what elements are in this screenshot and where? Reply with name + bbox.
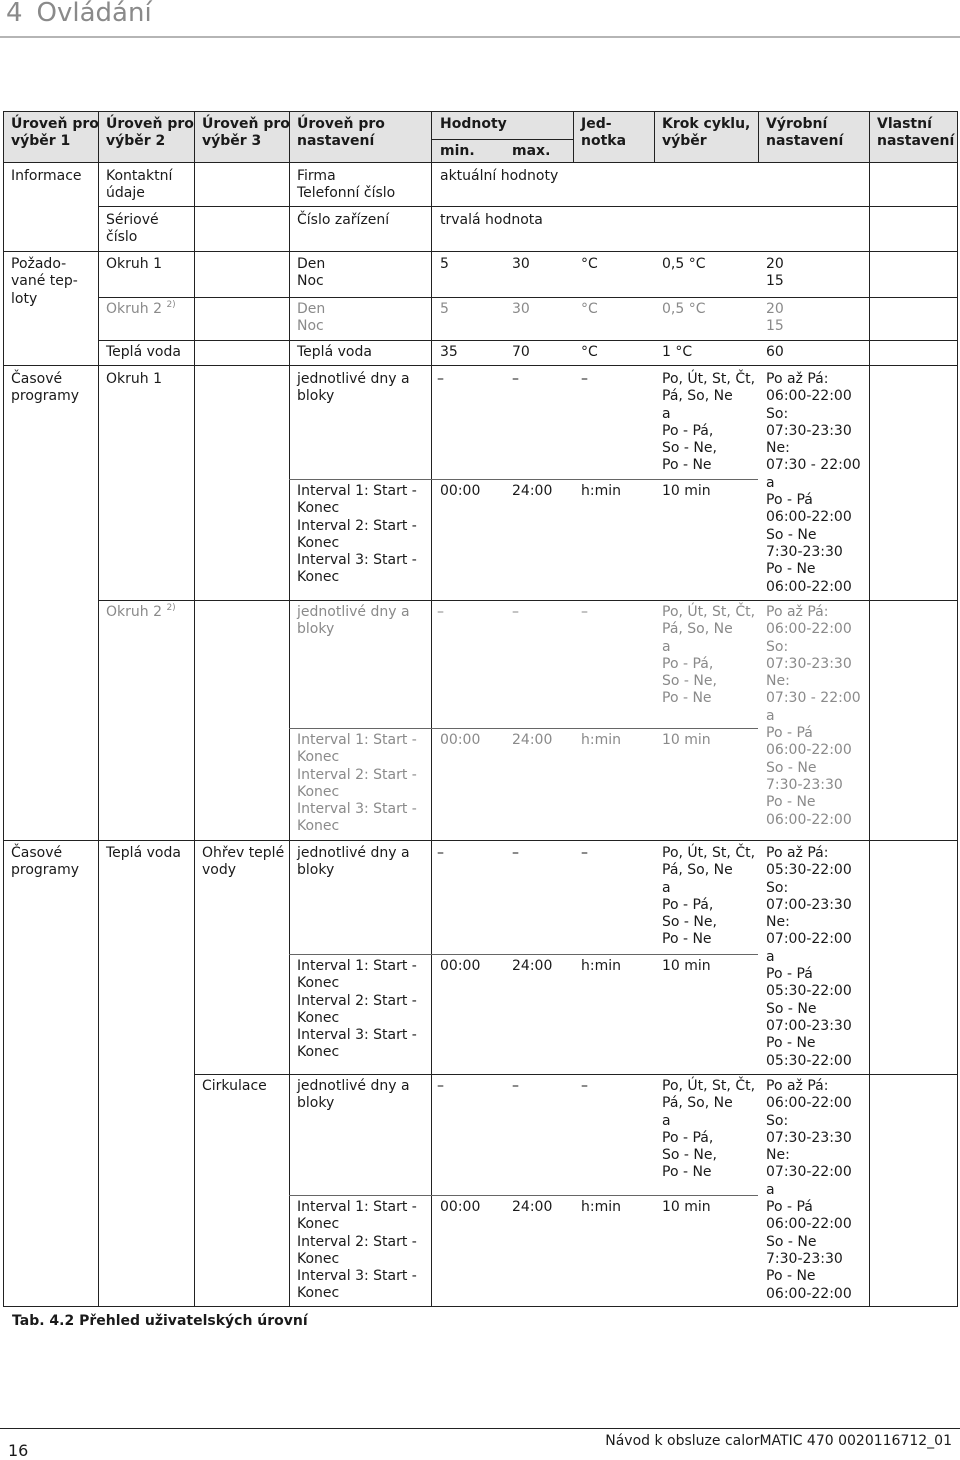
cell-interval-setting: Interval 1: Start - Konec Interval 2: Start - Konec Interval 3: Start - Konec [297, 958, 417, 1061]
cell-factory-schedule-cirkulace: Po až Pá: 06:00-22:00 So: 07:30-23:30 Ne: 07:30-22:00 a Po - Pá 06:00-22:00 So - Ne 7:30-23:30 Po - Ne 06:00-22:00 [766, 1078, 852, 1302]
table-border-top [3, 111, 958, 112]
row-separator [3, 365, 958, 366]
cell-days-setting: jednotlivé dny a bloky [297, 1078, 410, 1112]
cell-okruh2-unit: °C [581, 301, 598, 317]
column-separator [654, 111, 655, 162]
cell-dash: – [437, 1078, 444, 1094]
cell-days-setting: jednotlivé dny a bloky [297, 845, 410, 879]
cell-interval-unit: h:min [581, 483, 621, 499]
table-border-bottom [3, 1306, 958, 1307]
row-separator [98, 206, 958, 207]
cell-tepla-voda-max: 70 [512, 344, 530, 360]
table-border-left [3, 111, 4, 1307]
cell-dash: – [437, 604, 444, 620]
table-border-right [957, 111, 958, 1307]
cell-factory-schedule-ohrev: Po až Pá: 05:30-22:00 So: 07:00-23:30 Ne: 07:00-22:00 a Po - Pá 05:30-22:00 So - Ne 07:00-23:30 Po - Ne 05:30-22:00 [766, 845, 852, 1069]
cell-interval-unit: h:min [581, 958, 621, 974]
cell-interval-min: 00:00 [440, 958, 481, 974]
cell-tepla-voda-step: 1 °C [662, 344, 693, 360]
cell-okruh1: Okruh 1 [106, 256, 162, 272]
cell-interval-unit: h:min [581, 732, 621, 748]
cell-okruh1-max: 30 [512, 256, 530, 272]
column-separator [98, 111, 99, 1307]
cell-tepla-voda-unit: °C [581, 344, 598, 360]
cell-dash: – [581, 604, 588, 620]
okruh2-label: Okruh 2 [106, 604, 162, 620]
header-max: max. [512, 143, 551, 159]
okruh2-footnote: 2) [166, 603, 176, 613]
cell-days-choice: Po, Út, St, Čt, Pá, So, Ne a Po - Pá, So - Ne, Po - Ne [662, 845, 756, 948]
cell-casove-programy: Časové programy [11, 845, 80, 879]
cell-ohrev-teple-vody: Ohřev teplé vody [202, 845, 285, 879]
sub-row-separator [289, 479, 758, 480]
cell-pozadovane-teploty: Požado- vané tep- loty [11, 256, 78, 307]
cell-okruh2-step: 0,5 °C [662, 301, 706, 317]
chapter-title: Ovládání [36, 0, 152, 28]
column-separator [869, 111, 870, 1307]
cell-interval-min: 00:00 [440, 1199, 481, 1215]
cell-interval-max: 24:00 [512, 958, 553, 974]
cell-interval-max: 24:00 [512, 1199, 553, 1215]
cell-firma: Firma Telefonní číslo [297, 168, 396, 202]
cell-okruh2-min: 5 [440, 301, 449, 317]
column-separator [194, 111, 195, 1307]
cell-tepla-voda: Teplá voda [106, 344, 181, 360]
header-level3: Úroveň pro výběr 3 [202, 116, 290, 150]
cell-interval-step: 10 min [662, 732, 711, 748]
cell-interval-setting: Interval 1: Start - Konec Interval 2: Start - Konec Interval 3: Start - Konec [297, 483, 417, 586]
cell-days-setting: jednotlivé dny a bloky [297, 604, 410, 638]
footer-document-title: Návod k obsluze calorMATIC 470 0020116712_01 [605, 1433, 952, 1449]
cell-okruh1-step: 0,5 °C [662, 256, 706, 272]
cell-dash: – [581, 845, 588, 861]
row-separator [98, 297, 958, 298]
cell-interval-step: 10 min [662, 958, 711, 974]
header-bottom-rule [3, 162, 958, 163]
cell-trvala-hodnota: trvalá hodnota [440, 212, 543, 228]
cell-okruh1-den-noc: Den Noc [297, 256, 326, 290]
column-separator [431, 111, 432, 1307]
cell-cislo-zarizeni: Číslo zařízení [297, 212, 390, 228]
cell-seriove-cislo: Sériové číslo [106, 212, 159, 246]
header-factory: Výrobní nastavení [766, 116, 844, 150]
cell-aktualni-hodnoty: aktuální hodnoty [440, 168, 559, 184]
cell-okruh1-factory: 20 15 [766, 256, 784, 290]
sub-row-separator [289, 728, 758, 729]
cell-casove-programy: Časové programy [11, 371, 80, 405]
cell-tepla-voda-factory: 60 [766, 344, 784, 360]
header-unit: Jed- notka [581, 116, 627, 150]
row-separator [98, 600, 958, 601]
cell-dash: – [437, 371, 444, 387]
cell-days-setting: jednotlivé dny a bloky [297, 371, 410, 405]
cell-tepla-voda-setting: Teplá voda [297, 344, 372, 360]
footer-rule [0, 1428, 960, 1429]
okruh2-footnote: 2) [166, 300, 176, 310]
header-own: Vlastní nastavení [877, 116, 955, 150]
page-number: 16 [8, 1441, 29, 1460]
okruh2-label: Okruh 2 [106, 301, 162, 317]
cell-factory-schedule-okruh1: Po až Pá: 06:00-22:00 So: 07:30-23:30 Ne: 07:30 - 22:00 a Po - Pá 06:00-22:00 So - Ne 7:30-23:30 Po - Ne 06:00-22:00 [766, 371, 861, 595]
header-values: Hodnoty [440, 116, 507, 132]
table-caption: Tab. 4.2 Přehled uživatelských úrovní [12, 1313, 308, 1329]
cell-tepla-voda-min: 35 [440, 344, 458, 360]
cell-okruh1-min: 5 [440, 256, 449, 272]
column-separator [758, 111, 759, 162]
cell-program-okruh1: Okruh 1 [106, 371, 162, 387]
cell-dash: – [512, 845, 519, 861]
cell-dash: – [512, 1078, 519, 1094]
cell-interval-setting: Interval 1: Start - Konec Interval 2: Start - Konec Interval 3: Start - Konec [297, 732, 417, 835]
cell-interval-max: 24:00 [512, 483, 553, 499]
cell-interval-step: 10 min [662, 1199, 711, 1215]
cell-informace: Informace [11, 168, 82, 184]
heading-rule [0, 36, 960, 38]
cell-dash: – [512, 371, 519, 387]
header-level2: Úroveň pro výběr 2 [106, 116, 194, 150]
cell-interval-min: 00:00 [440, 483, 481, 499]
column-separator [573, 111, 574, 162]
chapter-heading [6, 0, 152, 28]
cell-okruh2-max: 30 [512, 301, 530, 317]
cell-program-okruh2 [106, 604, 176, 621]
row-separator [3, 840, 958, 841]
header-level1: Úroveň pro výběr 1 [11, 116, 99, 150]
cell-okruh1-unit: °C [581, 256, 598, 272]
values-subheader-rule [431, 139, 573, 140]
row-separator [194, 1074, 958, 1075]
cell-days-choice: Po, Út, St, Čt, Pá, So, Ne a Po - Pá, So - Ne, Po - Ne [662, 604, 756, 707]
cell-days-choice: Po, Út, St, Čt, Pá, So, Ne a Po - Pá, So - Ne, Po - Ne [662, 1078, 756, 1181]
cell-interval-max: 24:00 [512, 732, 553, 748]
header-setting: Úroveň pro nastavení [297, 116, 385, 150]
sub-row-separator [289, 1195, 758, 1196]
cell-okruh2 [106, 301, 176, 318]
column-separator [289, 111, 290, 1307]
cell-factory-schedule-okruh2: Po až Pá: 06:00-22:00 So: 07:30-23:30 Ne: 07:30 - 22:00 a Po - Pá 06:00-22:00 So - Ne 7:30-23:30 Po - Ne 06:00-22:00 [766, 604, 861, 828]
cell-kontaktni-udaje: Kontaktní údaje [106, 168, 173, 202]
cell-interval-min: 00:00 [440, 732, 481, 748]
cell-interval-unit: h:min [581, 1199, 621, 1215]
header-min: min. [440, 143, 475, 159]
sub-row-separator [289, 954, 758, 955]
cell-dash: – [581, 1078, 588, 1094]
cell-okruh2-den-noc: Den Noc [297, 301, 326, 335]
row-separator [3, 251, 958, 252]
cell-program-tepla-voda: Teplá voda [106, 845, 181, 861]
cell-cirkulace: Cirkulace [202, 1078, 267, 1094]
cell-days-choice: Po, Út, St, Čt, Pá, So, Ne a Po - Pá, So - Ne, Po - Ne [662, 371, 756, 474]
cell-dash: – [512, 604, 519, 620]
cell-interval-step: 10 min [662, 483, 711, 499]
cell-dash: – [437, 845, 444, 861]
cell-dash: – [581, 371, 588, 387]
cell-interval-setting: Interval 1: Start - Konec Interval 2: Start - Konec Interval 3: Start - Konec [297, 1199, 417, 1302]
row-separator [98, 340, 958, 341]
header-step: Krok cyklu, výběr [662, 116, 751, 150]
chapter-number: 4 [6, 0, 23, 28]
cell-okruh2-factory: 20 15 [766, 301, 784, 335]
